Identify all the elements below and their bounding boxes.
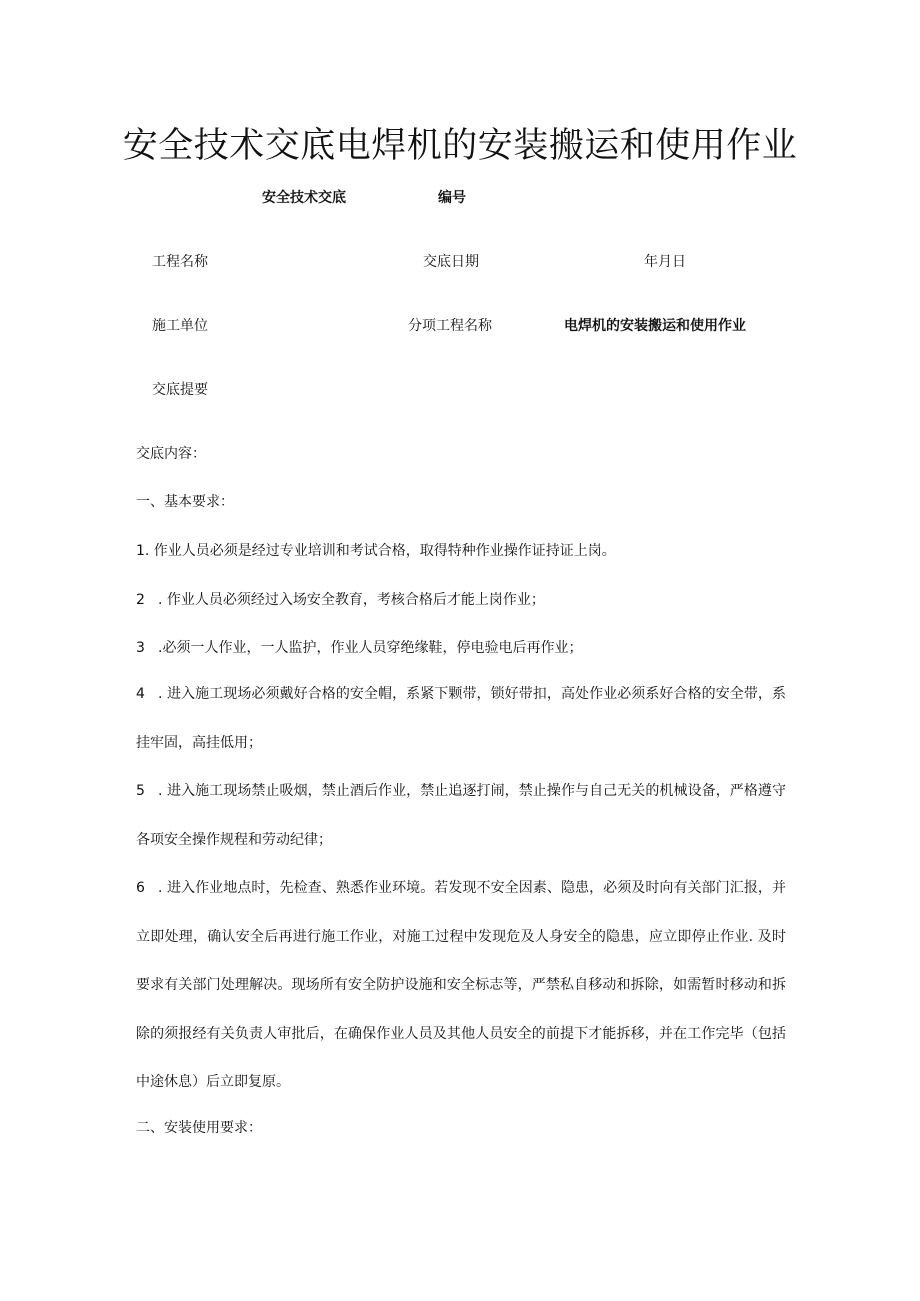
list-item [136,589,545,609]
item-text: . 进入施工现场必须戴好合格的安全帽，系紧下颗带，锁好带扣，高处作业必须系好合格的安全带，系挂牢固，高挂低用； [136,686,786,751]
item-number: 2 [136,592,145,608]
item-text: . 进入作业地点时，先检查、熟悉作业环境。若发现不安全因素、隐患，必须及时向有关部门汇报，并立即处理，确认安全后再进行施工作业，对施工过程中发现危及人身安全的隐患，应立即停止作业. 及时要求有关部门处理解决。现场所有安全防护设施和安全标志等，严禁私自移动和拆除，如需暂时移动和拆除的须报经有关负责人审批后，在确保作业人员及其他人员安全的前提下才能拆移，并在工作完毕（包括中途休息）后立即复原。 [136,880,786,1090]
item-number: 5 [136,783,145,799]
item-text: .必须一人作业，一人监护，作业人员穿绝缘鞋，停电验电后再作业； [158,640,583,656]
unit-label: 施工单位 [152,318,208,334]
item-number: 3 [136,640,145,656]
summary-label: 交底提要 [152,382,208,398]
item-text: 1. 作业人员必须是经过专业培训和考试合格，取得特种作业操作证持证上岗。 [136,543,616,559]
content-intro: 交底内容： [136,446,206,462]
sub-project-label: 分项工程名称 [408,318,492,334]
section1-heading: 一、基本要求： [136,494,234,510]
list-item [136,540,616,560]
sub-project-value: 电焊机的安装搬运和使用作业 [564,318,746,334]
document-title: 安全技术交底电焊机的安装搬运和使用作业 [122,126,798,166]
list-item [136,670,786,767]
list-item [136,637,582,657]
list-item [136,864,786,1107]
project-name-label: 工程名称 [152,254,208,270]
item-number: 4 [136,686,145,702]
header-label: 安全技术交底 [262,190,346,206]
item-text: . 作业人员必须经过入场安全教育，考核合格后才能上岗作业； [158,592,545,608]
list-item [136,767,786,864]
section2-heading: 二、安装使用要求： [136,1120,262,1136]
item-text: . 进入施工现场禁止吸烟，禁止酒后作业，禁止追逐打闹，禁止操作与自己无关的机械设备，严格遵守各项安全操作规程和劳动纪律； [136,783,786,848]
date-label: 交底日期 [423,254,479,270]
item-number: 6 [136,880,145,896]
date-value: 年月日 [644,254,686,270]
code-label: 编号 [438,190,466,206]
